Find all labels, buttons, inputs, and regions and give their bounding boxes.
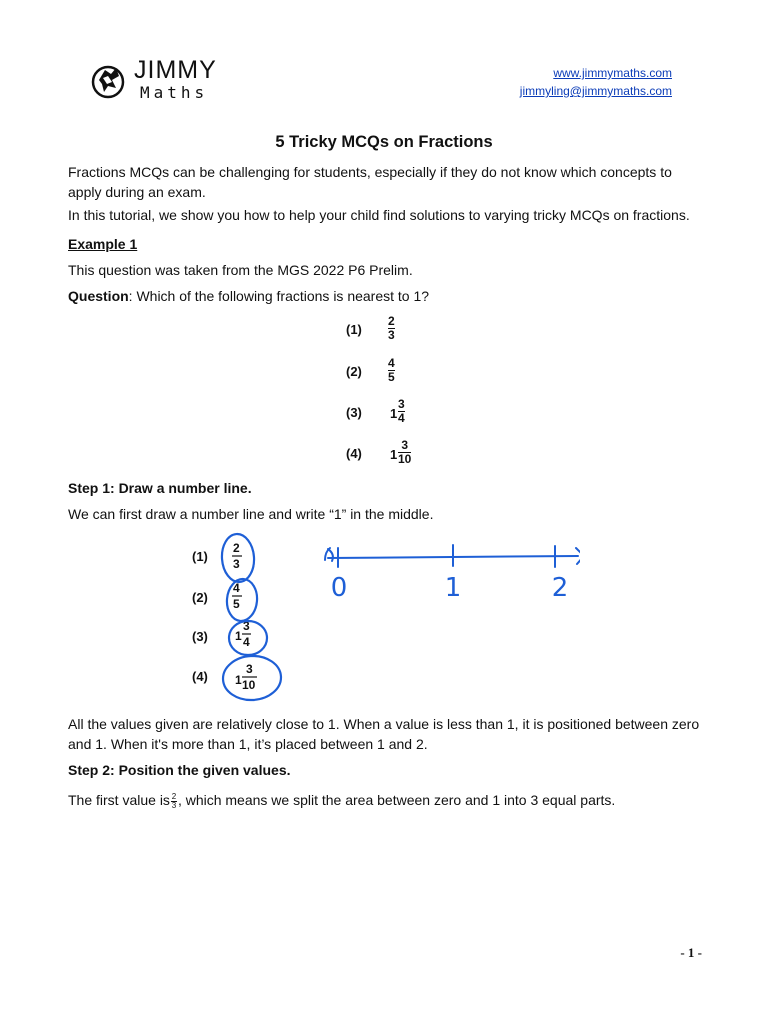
svg-text:1: 1 — [235, 629, 242, 643]
option-number: (1) — [346, 322, 362, 337]
fraction — [398, 439, 411, 466]
option-3 — [346, 396, 466, 432]
number-line-figure — [180, 530, 580, 710]
svg-text:4: 4 — [233, 581, 240, 595]
inline-numerator: 2 — [171, 791, 177, 801]
question-label: Question — [68, 288, 129, 304]
numerator: 3 — [401, 438, 409, 452]
denominator: 5 — [388, 370, 395, 384]
denominator: 4 — [398, 411, 405, 425]
numerator: 4 — [388, 356, 395, 370]
step1-heading: Step 1: Draw a number line. — [68, 480, 252, 496]
logo-subtitle: Maths — [140, 83, 209, 102]
inline-denominator: 3 — [171, 800, 177, 810]
svg-text:3: 3 — [243, 619, 250, 633]
step2-heading: Step 2: Position the given values. — [68, 762, 291, 778]
step2-text-after: , which means we split the area between zero and 1 into 3 equal parts. — [177, 792, 616, 808]
hand-drawn-number-line — [325, 545, 580, 567]
option-4 — [346, 437, 466, 473]
figure-fraction-2 — [232, 581, 242, 611]
fraction — [388, 315, 395, 342]
logo — [90, 56, 230, 106]
svg-text:2: 2 — [233, 541, 240, 555]
step1-text: We can first draw a number line and write “1” in the middle. — [68, 506, 434, 522]
svg-text:1: 1 — [235, 673, 242, 687]
number-line-labels — [331, 573, 569, 603]
option-number: (2) — [346, 364, 362, 379]
number-line-label-2: 2 — [551, 573, 569, 603]
question-text: : Which of the following fractions is nearest to 1? — [128, 288, 430, 304]
denominator: 3 — [388, 328, 395, 342]
page-title: 5 Tricky MCQs on Fractions — [275, 133, 493, 151]
svg-text:4: 4 — [243, 635, 250, 649]
option-number: (4) — [346, 446, 362, 461]
number-line-label-1: 1 — [444, 573, 462, 603]
number-line-label-0: 0 — [330, 573, 348, 603]
svg-text:3: 3 — [233, 557, 240, 571]
example-source: This question was taken from the MGS 2022 P6 Prelim. — [68, 262, 413, 278]
svg-text:10: 10 — [242, 678, 256, 692]
logo-word: JIMMY — [134, 56, 217, 84]
step2-text — [68, 790, 708, 810]
intro-paragraph-2: In this tutorial, we show you how to help your child find solutions to varying tricky MCQs on fractions. — [68, 207, 690, 223]
fraction — [388, 357, 395, 384]
svg-text:5: 5 — [233, 597, 240, 611]
whole-number: 1 — [390, 447, 398, 462]
hand-drawn-circles — [220, 533, 282, 702]
numerator: 3 — [398, 397, 405, 411]
logo-mark-icon — [90, 58, 126, 102]
option-1 — [346, 313, 466, 349]
figure-fraction-4 — [235, 662, 257, 692]
figure-fraction-1 — [232, 541, 242, 571]
example-heading: Example 1 — [68, 236, 138, 252]
denominator: 10 — [398, 452, 412, 466]
figure-option-2-number: (2) — [192, 590, 208, 605]
svg-text:3: 3 — [246, 662, 253, 676]
whole-number: 1 — [390, 406, 398, 421]
intro-paragraph-1: Fractions MCQs can be challenging for students, especially if they do not know which concepts to apply during an exam. — [68, 164, 672, 200]
figure-option-3-number: (3) — [192, 629, 208, 644]
explanation-paragraph: All the values given are relatively close to 1. When a value is less than 1, it is positioned between zero and 1. When it's more than 1, it’s placed between 1 and 2. — [68, 716, 700, 752]
option-number: (3) — [346, 405, 362, 420]
numerator: 2 — [388, 314, 395, 328]
contact-block — [520, 64, 672, 100]
step2-text-before: The first value is — [68, 792, 170, 808]
figure-option-1-number: (1) — [192, 549, 208, 564]
figure-option-4-number: (4) — [192, 669, 208, 684]
options-list — [346, 313, 466, 473]
fraction — [398, 398, 405, 425]
website-link[interactable]: www.jimmymaths.com — [553, 66, 672, 80]
inline-fraction — [171, 793, 177, 810]
figure-svg — [180, 530, 580, 710]
option-2 — [346, 355, 466, 391]
email-link[interactable]: jimmyling@jimmymaths.com — [519, 84, 672, 98]
question-line — [68, 286, 708, 306]
page-number: - 1 - — [680, 945, 702, 960]
